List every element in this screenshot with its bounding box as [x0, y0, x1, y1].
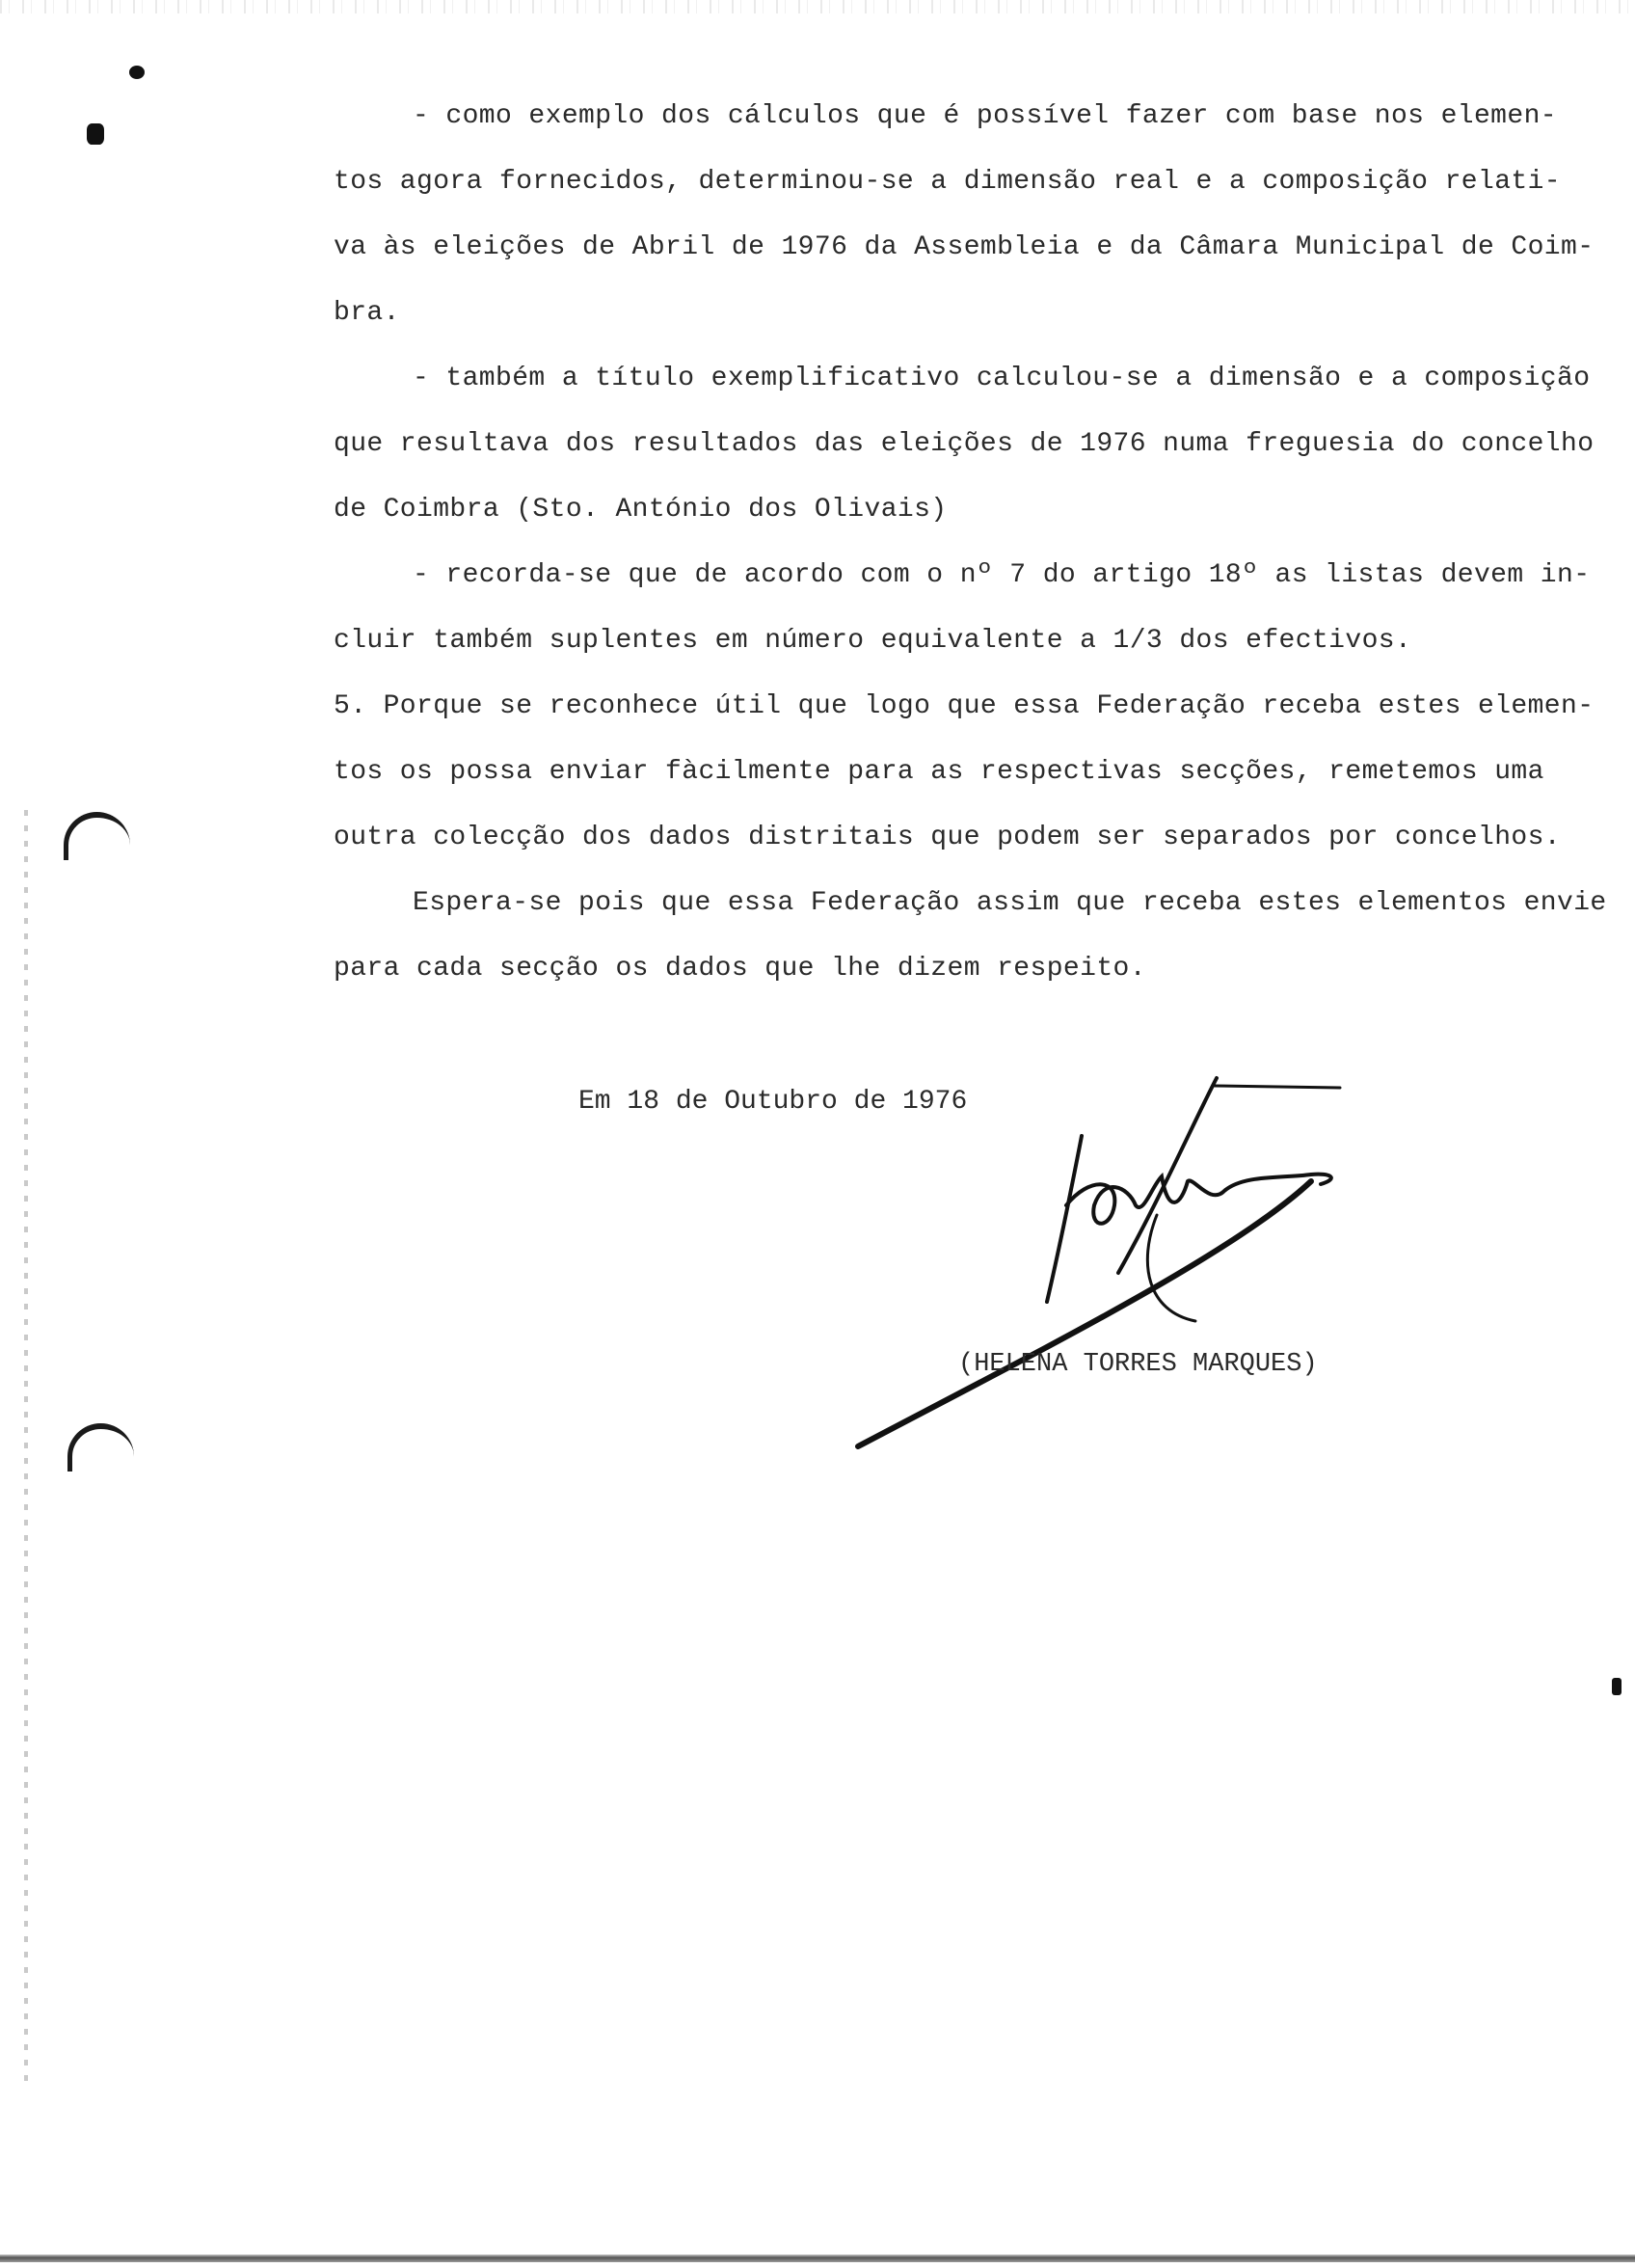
- body-line: cluir também suplentes em número equivalente a 1/3 dos efectivos.: [334, 626, 1412, 656]
- scan-top-edge: [0, 0, 1635, 14]
- body-line: 5. Porque se reconhece útil que logo que essa Federação receba estes elemen-: [334, 691, 1595, 721]
- signatory-name: (HELENA TORRES MARQUES): [958, 1350, 1318, 1379]
- handwritten-signature: [829, 1061, 1369, 1466]
- ink-spot: [1612, 1678, 1622, 1695]
- punch-hole: [67, 1423, 134, 1472]
- body-line: bra.: [334, 298, 400, 328]
- letter-date: Em 18 de Outubro de 1976: [578, 1087, 968, 1117]
- body-line: - também a título exemplificativo calculou-se a dimensão e a composição: [413, 364, 1591, 393]
- body-line: - recorda-se que de acordo com o nº 7 do artigo 18º as listas devem in-: [413, 560, 1591, 590]
- body-line: que resultava dos resultados das eleições de 1976 numa freguesia do concelho: [334, 429, 1595, 459]
- ink-spot: [129, 66, 145, 79]
- punch-hole: [64, 812, 130, 860]
- body-line: tos agora fornecidos, determinou-se a dimensão real e a composição relati-: [334, 167, 1562, 197]
- body-line: tos os possa enviar fàcilmente para as respectivas secções, remetemos uma: [334, 757, 1544, 787]
- body-line: Espera-se pois que essa Federação assim que receba estes elementos envie: [413, 888, 1607, 918]
- binding-marks: [24, 810, 28, 2083]
- ink-spot: [87, 123, 104, 145]
- body-line: de Coimbra (Sto. António dos Olivais): [334, 495, 948, 525]
- body-line: para cada secção os dados que lhe dizem respeito.: [334, 954, 1146, 984]
- body-line: outra colecção dos dados distritais que podem ser separados por concelhos.: [334, 823, 1562, 852]
- body-line: - como exemplo dos cálculos que é possível fazer com base nos elemen-: [413, 101, 1557, 131]
- body-line: va às eleições de Abril de 1976 da Assembleia e da Câmara Municipal de Coim-: [334, 232, 1595, 262]
- scan-bottom-edge: [0, 2254, 1635, 2262]
